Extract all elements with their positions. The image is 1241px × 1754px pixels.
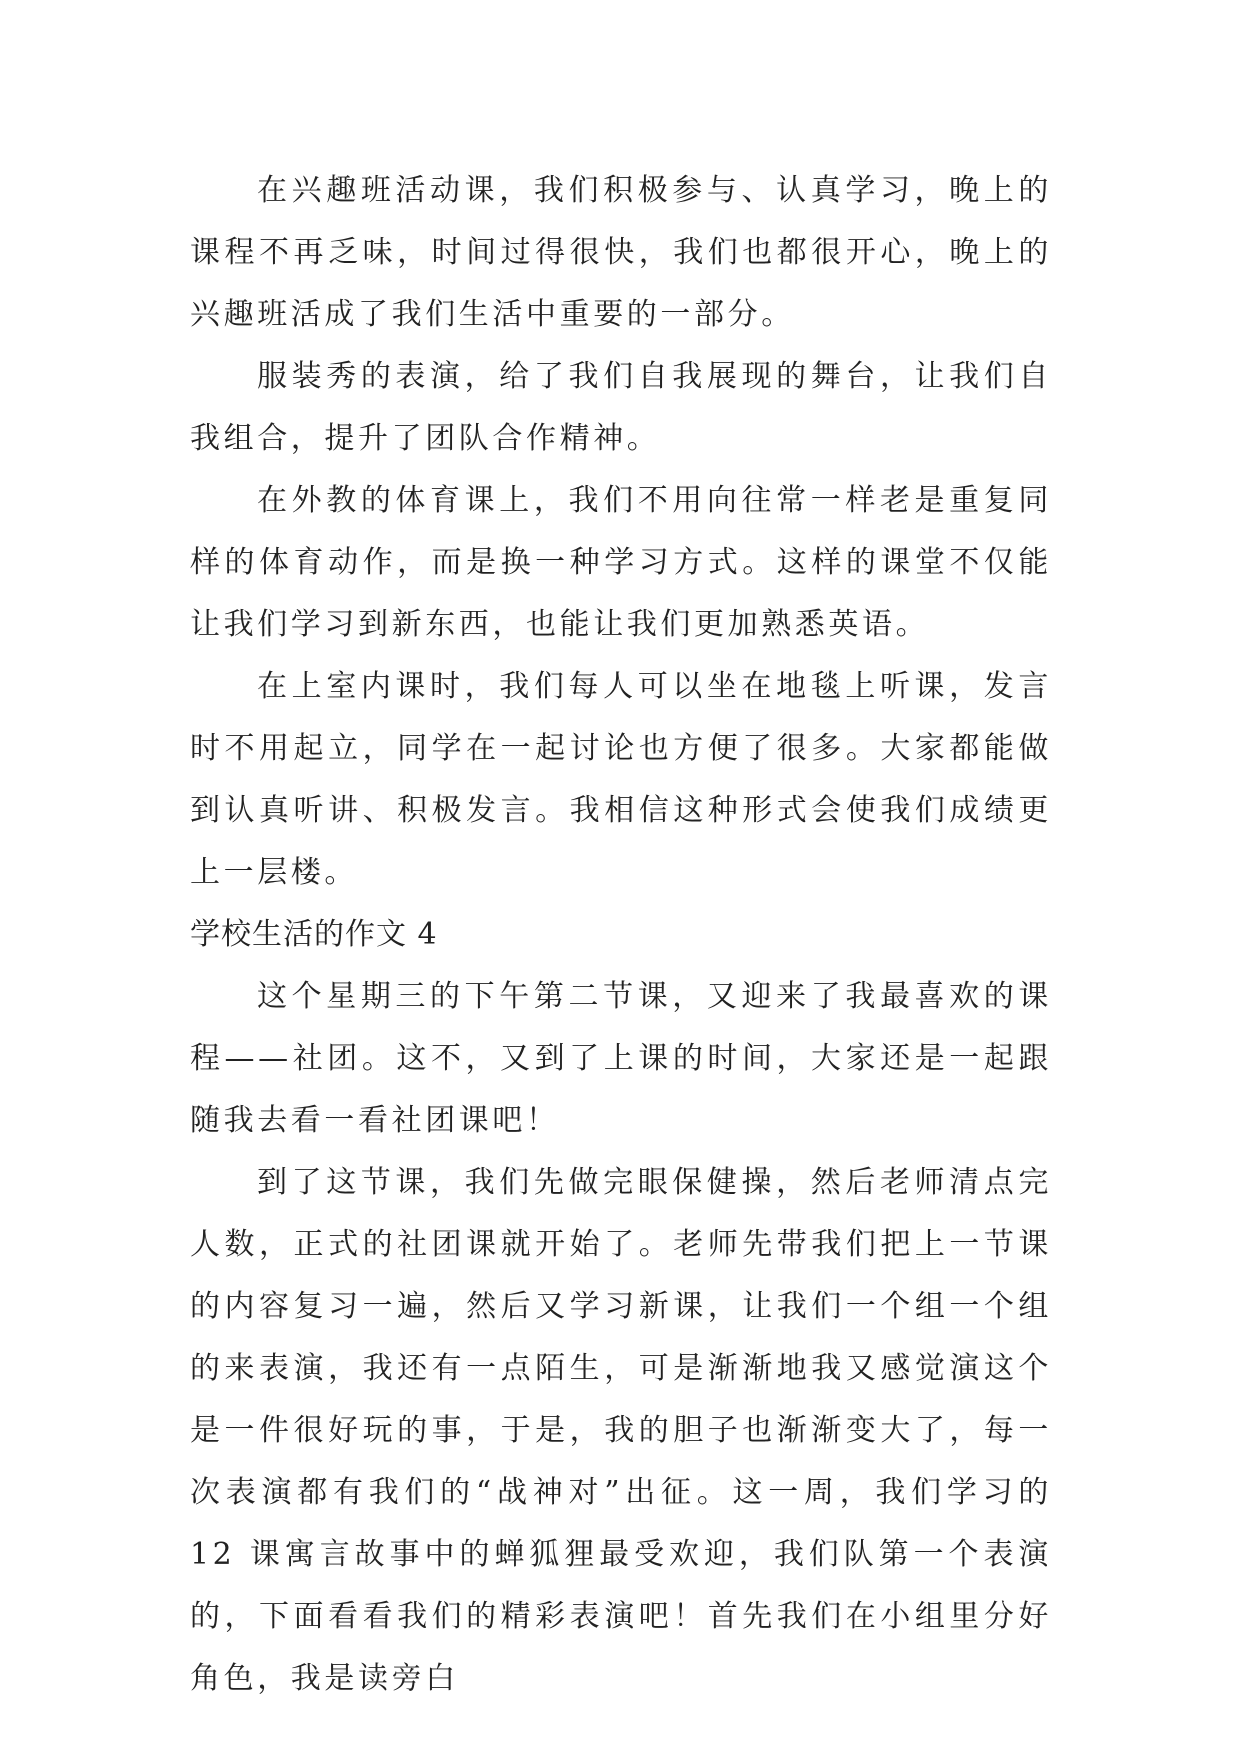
document-body [190, 160, 1052, 1710]
paragraph-indoor-class: 在上室内课时，我们每人可以坐在地毯上听课，发言时不用起立，同学在一起讨论也方便了很多。大家都能做到认真听讲、积极发言。我相信这种形式会使我们成绩更上一层楼。 [190, 669, 1052, 890]
paragraph-fashion-show: 服装秀的表演，给了我们自我展现的舞台，让我们自我组合，提升了团队合作精神。 [190, 359, 1052, 456]
paragraph-interest-class: 在兴趣班活动课，我们积极参与、认真学习，晚上的课程不再乏味，时间过得很快，我们也都很开心，晚上的兴趣班活成了我们生活中重要的一部分。 [190, 173, 1052, 332]
paragraph-club-class: 到了这节课，我们先做完眼保健操，然后老师清点完人数，正式的社团课就开始了。老师先带我们把上一节课的内容复习一遍，然后又学习新课，让我们一个组一个组的来表演，我还有一点陌生，可是渐渐地我又感觉演这个是一件很好玩的事，于是，我的胆子也渐渐变大了，每一次表演都有我们的“战神对”出征。这一周，我们学习的 12 课寓言故事中的蝉狐狸最受欢迎，我们队第一个表演的，下面看看我们的精彩表演吧！首先我们在小组里分好角色，我是读旁白 [190, 1165, 1052, 1696]
section-heading: 学校生活的作文 4 [190, 917, 438, 952]
paragraph-pe-class: 在外教的体育课上，我们不用向往常一样老是重复同样的体育动作，而是换一种学习方式。这样的课堂不仅能让我们学习到新东西，也能让我们更加熟悉英语。 [190, 483, 1052, 642]
paragraph-club-intro: 这个星期三的下午第二节课，又迎来了我最喜欢的课程——社团。这不，又到了上课的时间，大家还是一起跟随我去看一看社团课吧！ [190, 979, 1052, 1138]
